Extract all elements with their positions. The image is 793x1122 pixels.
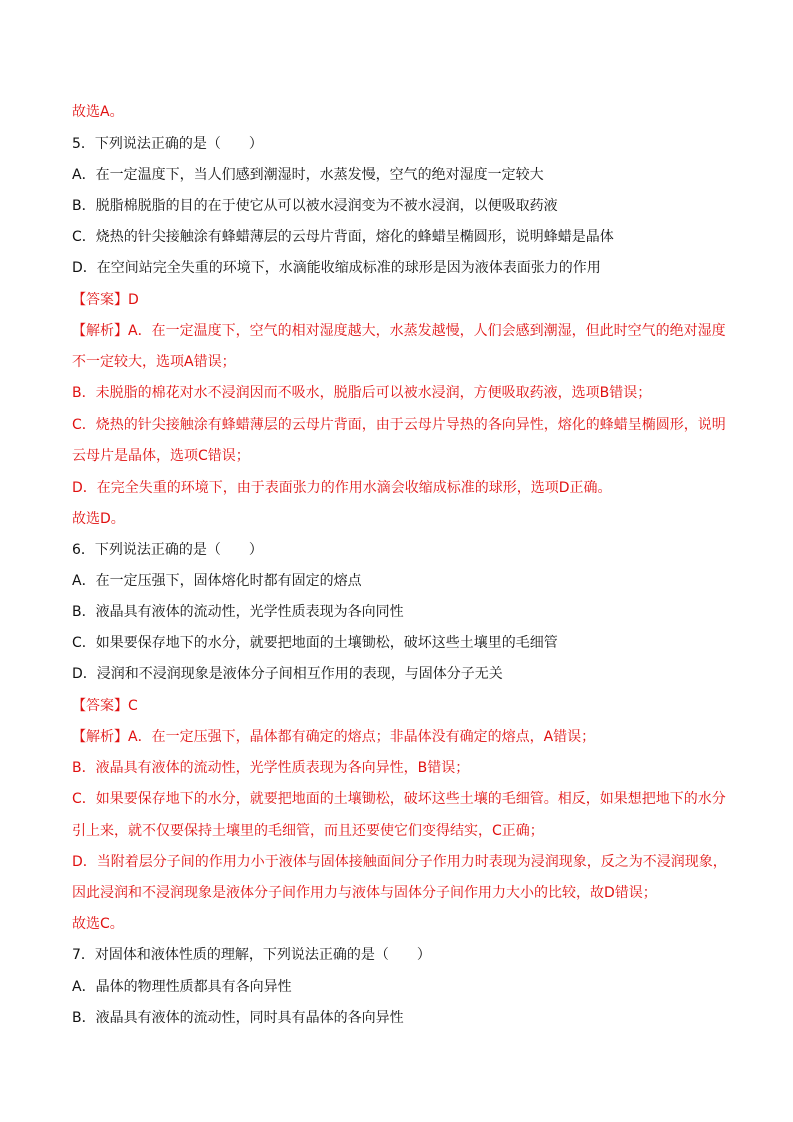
question-6-option-a: A．在一定压强下，固体熔化时都有固定的熔点 [72, 573, 362, 589]
question-5-analysis-line: 云母片是晶体，选项C错误； [72, 448, 250, 464]
question-5-option-a: A．在一定温度下，当人们感到潮湿时，水蒸发慢，空气的绝对湿度一定较大 [72, 167, 544, 183]
conclusion-line: 故选C。 [72, 916, 124, 932]
question-5-analysis-line: 【解析】A．在一定温度下，空气的相对湿度越大，水蒸发越慢，人们会感到潮湿，但此时空气的绝对湿度 [72, 323, 726, 339]
question-6-analysis-line: 因此浸润和不浸润现象是液体分子间作用力与液体与固体分子间作用力大小的比较，故D错误； [72, 885, 657, 901]
question-5-answer: 【答案】D [72, 292, 139, 308]
question-5-option-c: C．烧热的针尖接触涂有蜂蜡薄层的云母片背面，熔化的蜂蜡呈椭圆形，说明蜂蜡是晶体 [72, 229, 614, 245]
question-6-option-c: C．如果要保存地下的水分，就要把地面的土壤锄松，破坏这些土壤里的毛细管 [72, 635, 558, 651]
question-5-analysis-line: C．烧热的针尖接触涂有蜂蜡薄层的云母片背面，由于云母片导热的各向异性，熔化的蜂蜡呈椭圆形，说明 [72, 417, 726, 433]
question-5-option-b: B．脱脂棉脱脂的目的在于使它从可以被水浸润变为不被水浸润，以便吸取药液 [72, 198, 558, 214]
question-7-option-a: A．晶体的物理性质都具有各向异性 [72, 979, 292, 995]
question-7-stem: 7．对固体和液体性质的理解，下列说法正确的是（ ） [72, 947, 431, 963]
question-6-analysis-line: D．当附着层分子间的作用力小于液体与固体接触面间分子作用力时表现为浸润现象，反之为不浸润现象， [72, 854, 727, 870]
question-5-stem: 5．下列说法正确的是（ ） [72, 136, 263, 152]
conclusion-line: 故选A。 [72, 104, 124, 120]
question-5-analysis-line: D．在完全失重的环境下，由于表面张力的作用水滴会收缩成标准的球形，选项D正确。 [72, 480, 612, 496]
question-6-answer: 【答案】C [72, 698, 138, 714]
question-6-option-b: B．液晶具有液体的流动性，光学性质表现为各向同性 [72, 604, 404, 620]
question-6-option-d: D．浸润和不浸润现象是液体分子间相互作用的表现，与固体分子无关 [72, 666, 503, 682]
question-6-analysis-line: B．液晶具有液体的流动性，光学性质表现为各向异性，B错误； [72, 760, 470, 776]
question-5-analysis-line: B．未脱脂的棉花对水不浸润因而不吸水，脱脂后可以被水浸润，方便吸取药液，选项B错误； [72, 385, 652, 401]
question-5-analysis-line: 不一定较大，选项A错误； [72, 354, 236, 370]
question-6-stem: 6．下列说法正确的是（ ） [72, 542, 263, 558]
question-7-option-b: B．液晶具有液体的流动性，同时具有晶体的各向异性 [72, 1010, 404, 1026]
question-6-analysis-line: 引上来，就不仅要保持土壤里的毛细管，而且还要使它们变得结实，C正确； [72, 823, 544, 839]
conclusion-line: 故选D。 [72, 511, 125, 527]
question-6-analysis-line: 【解析】A．在一定压强下，晶体都有确定的熔点；非晶体没有确定的熔点，A错误； [72, 729, 596, 745]
question-5-option-d: D．在空间站完全失重的环境下，水滴能收缩成标准的球形是因为液体表面张力的作用 [72, 260, 601, 276]
question-6-analysis-line: C．如果要保存地下的水分，就要把地面的土壤锄松，破坏这些土壤的毛细管。相反，如果想把地下的水分 [72, 791, 726, 807]
